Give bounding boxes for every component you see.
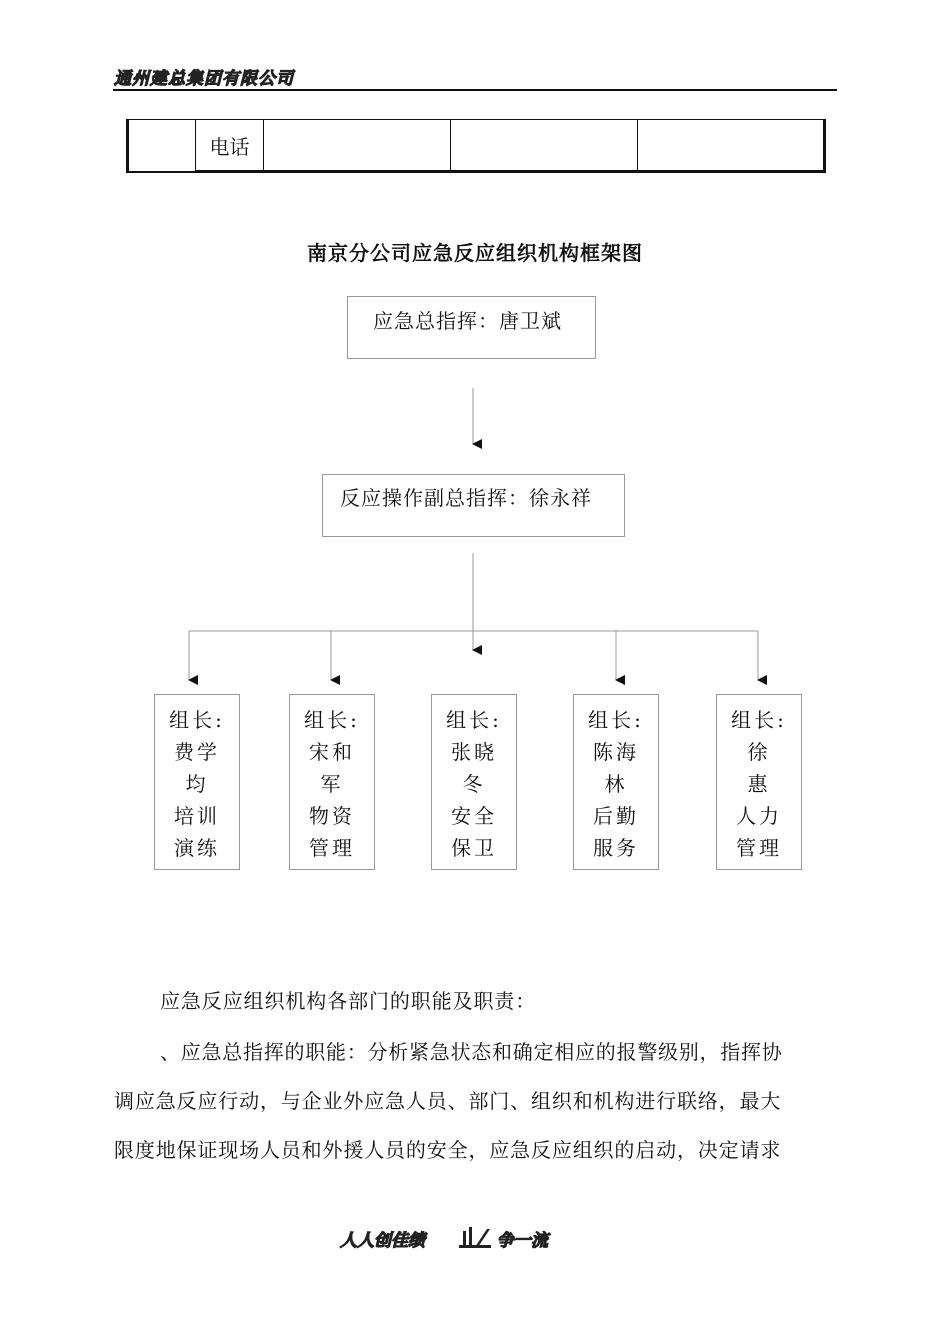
group-text-line: 冬 — [462, 772, 486, 796]
group-text-line: 安全 — [451, 804, 497, 828]
group-text-line: 演练 — [174, 836, 220, 860]
group-text-line: 后勤 — [593, 804, 639, 828]
group-text-line: 培训 — [174, 804, 220, 828]
group-leader-label: 组长: — [304, 708, 360, 732]
org-chart-title: 南京分公司应急反应组织机构框架图 — [307, 241, 643, 265]
group-text-line: 宋和 — [309, 740, 355, 764]
company-header: 通州建总集团有限公司 — [114, 69, 294, 89]
group-text-line: 张晓 — [451, 740, 497, 764]
group-leader-label: 组长: — [446, 708, 502, 732]
group-text-line: 均 — [185, 772, 209, 796]
group-box-hr — [716, 694, 802, 870]
group-box-logistics — [573, 694, 659, 870]
group-text-line: 服务 — [593, 836, 639, 860]
group-box-training — [154, 694, 240, 870]
body-text-line: 、应急总指挥的职能：分析紧急状态和确定相应的报警级别，指挥协 — [160, 1040, 783, 1064]
group-text-line: 惠 — [747, 772, 771, 796]
group-text-line: 管理 — [309, 836, 355, 860]
deputy-commander-box: 反应操作副总指挥：徐永祥 — [322, 474, 625, 537]
group-text-line: 费学 — [174, 740, 220, 764]
group-text-line: 管理 — [736, 836, 782, 860]
footer-slogan-left: 人人创佳绩 — [340, 1231, 425, 1251]
group-leader-label: 组长: — [588, 708, 644, 732]
group-text-line: 军 — [320, 772, 344, 796]
group-text-line: 陈海 — [593, 740, 639, 764]
group-text-line: 人力 — [736, 804, 782, 828]
group-box-security — [431, 694, 517, 870]
group-box-materials — [289, 694, 375, 870]
group-leader-label: 组长: — [169, 708, 225, 732]
body-text-line: 调应急反应行动，与企业外应急人员、部门、组织和机构进行联络，最大 — [114, 1089, 782, 1113]
phone-label-cell: 电话 — [196, 120, 264, 172]
group-leader-label: 组长: — [731, 708, 787, 732]
group-text-line: 徐 — [747, 740, 771, 764]
body-text-line: 限度地保证现场人员和外援人员的安全，应急反应组织的启动，决定请求 — [114, 1138, 782, 1162]
commander-box: 应急总指挥：唐卫斌 — [347, 296, 596, 359]
responsibilities-intro: 应急反应组织机构各部门的职能及职责： — [160, 989, 537, 1013]
group-text-line: 林 — [604, 772, 628, 796]
company-logo-icon — [459, 1225, 491, 1251]
group-text-line: 物资 — [309, 804, 355, 828]
footer-slogan-right: 争一流 — [497, 1231, 548, 1251]
group-text-line: 保卫 — [451, 836, 497, 860]
